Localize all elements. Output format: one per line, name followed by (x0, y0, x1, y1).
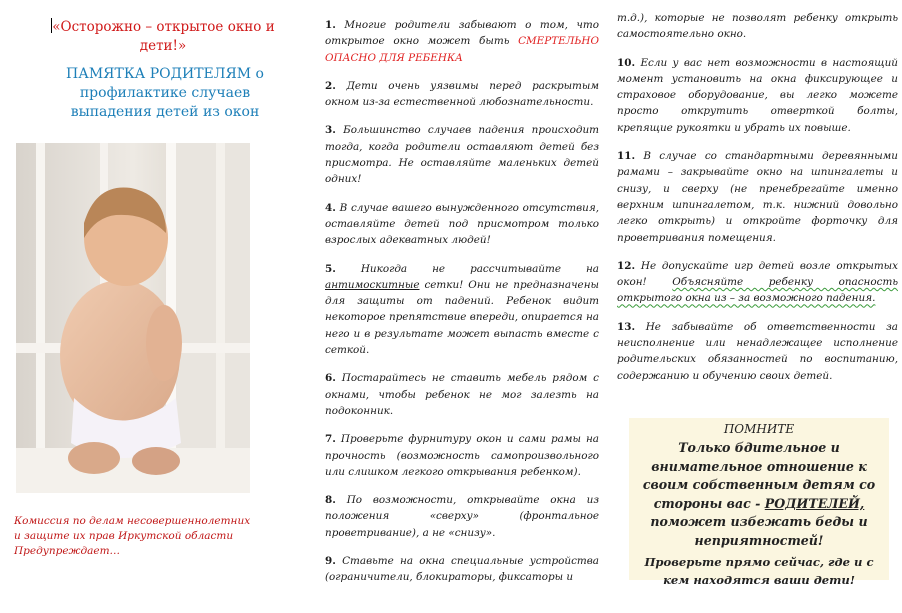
warning-text: СМЕРТЕЛЬНО ОПАСНО ДЛЯ РЕБЕНКА (325, 35, 599, 64)
commission-signature: Комиссия по делам несовершеннолетних и защите их прав Иркутской области Предупреждает… (14, 515, 251, 557)
child-at-window-photo (16, 143, 250, 493)
remember-box (629, 418, 889, 587)
leaflet-title: «Осторожно – открытое окно и дети!» (52, 19, 275, 54)
tip-10: 10. Если у вас нет возможности в настоящий момент установить на окна фиксирующее и страховое оборудование, вы легко можете просто открутить отверткой болты, крепящие рукоятки и убрать их повыше. (617, 56, 898, 134)
leaflet-subtitle: ПАМЯТКА РОДИТЕЛЯМ о профилактике случаев выпадения детей из окон (66, 66, 264, 120)
left-column (0, 0, 297, 613)
spellcheck-underlined-text: Объясняйте ребенку опасность открытого окна из – за возможного падения. (617, 276, 898, 305)
tip-6: 6. Постарайтесь не ставить мебель рядом с окнами, чтобы ребенок не мог залезть на подоконник. (325, 372, 599, 417)
tip-1: 1. Многие родители забывают о том, что открытое окно может быть СМЕРТЕЛЬНО ОПАСНО ДЛЯ РЕБЕНКА (325, 19, 599, 64)
tip-13: 13. Не забывайте об ответственности за неисполнение или ненадлежащее исполнение родительских обязанностей по воспитанию, содержанию и обучению своих детей. (617, 320, 898, 382)
photo-illustration (16, 143, 250, 493)
tip-12: 12. Не допускайте игр детей возле открытых окон! Объясняйте ребенку опасность открытого окна из – за возможного падения. (617, 259, 898, 305)
tip-9: 9. Ставьте на окна специальные устройства (ограничители, блокираторы, фиксаторы и (325, 555, 599, 584)
remember-footer: Проверьте прямо сейчас, где и с кем находятся ваши дети! (644, 555, 874, 587)
tip-11: 11. В случае со стандартными деревянными рамами – закрывайте окно на шпингалеты и снизу, и сверху (не пренебрегайте именно верхним шпингалетом, т.к. нижний довольно легко открыть) и откройте форточку для проветривания помещения. (617, 150, 898, 244)
tip-7: 7. Проверьте фурнитуру окон и сами рамы на прочность (возможность самопроизвольного или слишком легкого открывания ребенком). (325, 433, 599, 478)
remember-body: Только бдительное и внимательное отношение к своим собственным детям со стороны вас - РОДИТЕЛЕЙ, поможет избежать беды и неприятностей! (642, 440, 876, 548)
tip-3: 3. Большинство случаев падения происходит тогда, когда родители оставляют детей без присмотра. Не оставляйте маленьких детей одних! (325, 124, 599, 186)
tip-8: 8. По возможности, открывайте окна из положения «сверху» (фронтальное проветривание), а не «снизу». (325, 494, 599, 539)
remember-heading: ПОМНИТЕ (723, 422, 795, 436)
tip-9-continued: т.д.), которые не позволят ребенку открыть самостоятельно окно. (617, 12, 898, 41)
middle-column (305, 0, 605, 613)
tip-4: 4. В случае вашего вынужденного отсутствия, оставляйте детей под присмотром только взрослых адекватных людей! (325, 201, 599, 247)
tip-2: 2. Дети очень уязвимы перед раскрытым окном из-за естественной любознательности. (325, 79, 599, 109)
tip-5: 5. Никогда не рассчитывайте на антимоскитные сетки! Они не предназначены для защиты от падений. Ребенок видит некоторое препятствие впереди, опирается на него и в результате может выпасть вместе с сеткой. (325, 262, 600, 357)
